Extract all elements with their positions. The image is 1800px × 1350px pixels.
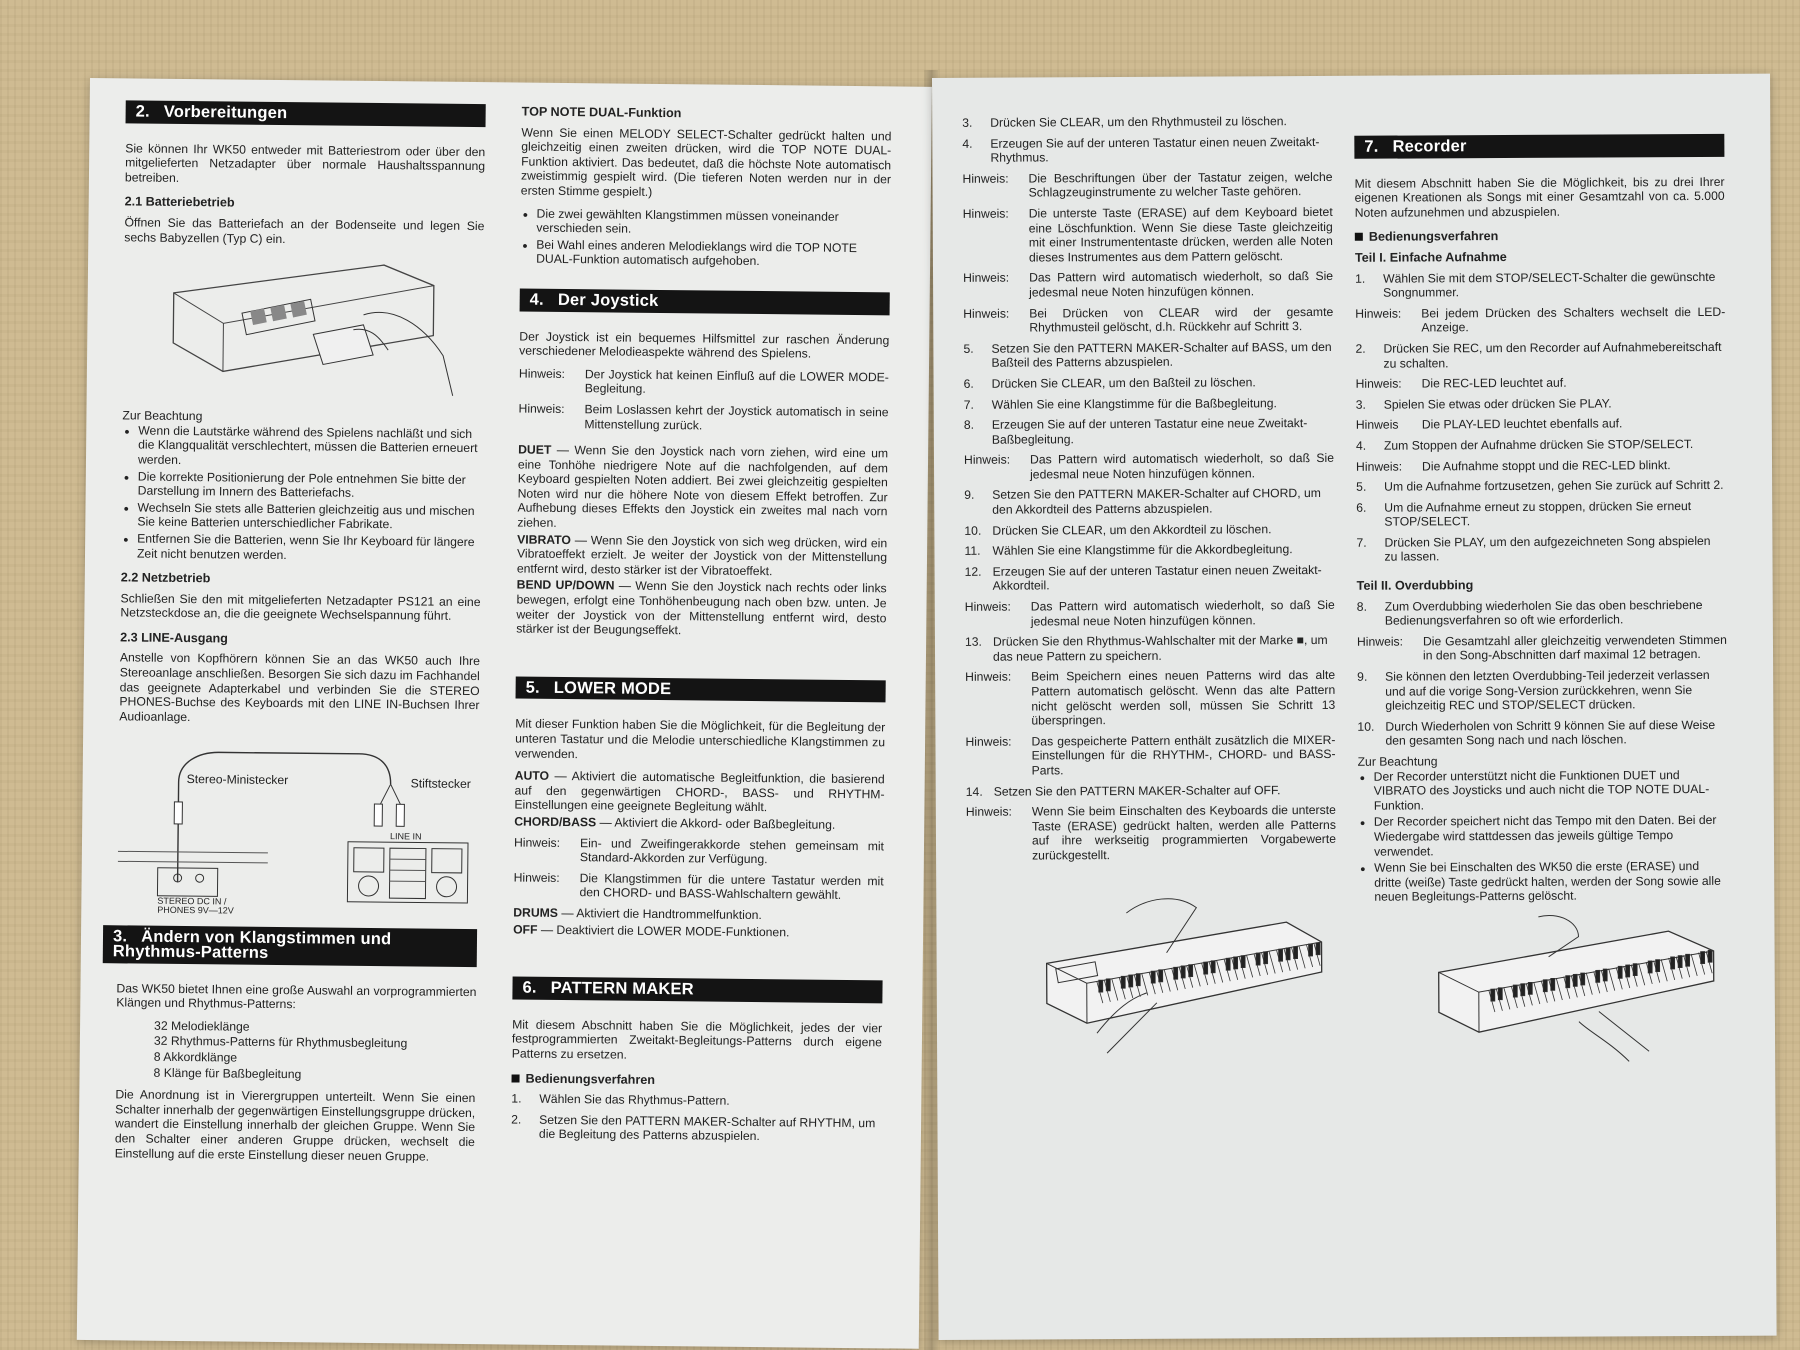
black-key <box>1708 950 1712 962</box>
list-item: ● Bei Wahl eines anderen Melodieklangs wird die TOP NOTE DUAL-Funktion automatisch aufgehoben. <box>536 237 890 270</box>
section-2-2-text: Schließen Sie den mit mitgelieferten Netzadapter PS121 an eine Netzsteckdose an, die die geeignete Wechselspannung führt. <box>120 591 481 624</box>
black-key <box>1174 967 1178 979</box>
chord-bass-definition: CHORD/BASS — Aktiviert die Akkord- oder Baßbegleitung. <box>514 814 836 832</box>
procedure-step: 7. Drücken Sie PLAY, um den aufgezeichneten Song abspielen zu lassen. <box>1356 533 1711 565</box>
procedure-step: 5. Um die Aufnahme fortzusetzen, gehen Sie zurück auf Schritt 2. <box>1356 477 1724 494</box>
section-2-3-text: Anstelle von Kopfhörern können Sie an das WK50 auch Ihre Stereoanlage anschließen. Besorgen Sie sich dazu im Fachhandel das geeignete Adapterkabel und verbinden Sie die STEREO PHONES-Buchse des Keyboards mit den LINE IN-Buchsen Ihrer Audioanlage. <box>119 650 480 724</box>
top-note-notes <box>520 206 891 270</box>
hint: Hinweis: Die Gesamtzahl aller gleichzeitig verwendeten Stimmen in den Song-Abschnitten darf maximal 12 betragen. <box>1356 632 1727 663</box>
recorder-steps-part-1 <box>1355 269 1727 564</box>
stiftstecker-label: Stiftstecker <box>410 776 471 792</box>
section-2-1-text: Öffnen Sie das Batteriefach an der Bodenseite und legen Sie sechs Babyzellen (Typ C) ein. <box>124 215 485 246</box>
zur-beachtung-label: Zur Beachtung <box>1357 754 1438 769</box>
pattern-maker-steps <box>962 114 1336 863</box>
black-key <box>1686 954 1690 966</box>
line-in-label: LINE IN <box>390 831 422 842</box>
black-key <box>1551 978 1555 990</box>
left-column-2 <box>511 105 892 1152</box>
black-key <box>1136 973 1140 985</box>
recorder-notes-list <box>1358 767 1729 904</box>
auto-definition: AUTO — Aktiviert die automatische Begleitfunktion, die basierend auf den gegenwärtigen CHORD-, BASS- und RHYTHM-Einstellungen eine geeignete Begleitung wählt. <box>514 768 885 815</box>
stereo-ministecker-label: Stereo-Ministecker <box>186 772 289 788</box>
hint: Hinweis: Bei jedem Drücken des Schalters wechselt die LED-Anzeige. <box>1355 304 1726 335</box>
hint: Hinweis: Die Beschriftungen über der Tastatur zeigen, welche Schlagzeuginstrumente zu welcher Taste gehören. <box>962 169 1333 200</box>
hint: Hinweis: Beim Speichern eines neuen Patterns wird das alte Pattern automatisch gelöscht. Wenn das alte Pattern nicht gelöscht werden soll, müssen Sie Schritt 13 überspringen. <box>965 668 1336 728</box>
procedure-step: 2. Setzen Sie den PATTERN MAKER-Schalter auf RHYTHM, um die Begleitung des Patterns abzuspielen. <box>511 1112 876 1144</box>
list-item: ● Wenn Sie bei Einschalten des WK50 die erste (ERASE) und dritte (weiße) Taste gedrückt halten, werden der Song sowie alle neuen Begleitungs-Patterns gelöscht. <box>1374 859 1728 905</box>
lower-mode-functions-2 <box>513 905 883 940</box>
list-item: 32 Melodieklänge <box>154 1018 250 1034</box>
black-key <box>1151 971 1155 983</box>
duet-definition: DUET — Wenn Sie den Joystick nach vorn ziehen, wird eine um eine Tonhöhe niedrigere Note auf die nachfolgenden, auf dem Keyboard gespielten Noten addiert. Bei zwei gleichzeitig gespielten Noten wird nur die höhere Note von diesem Effekt betroffen. Zur Aufhebung dieses Effekts den Joystick ein zweites mal nach vorn ziehen. <box>517 442 889 530</box>
black-key <box>1106 978 1110 990</box>
part-2-title: Teil II. Overdubbing <box>1356 578 1474 593</box>
procedure-step: 8. Erzeugen Sie auf der unteren Tastatur eine neue Zweitakt-Baßbegleitung. <box>963 416 1308 447</box>
black-key <box>1521 984 1525 996</box>
section-5-heading: 5. LOWER MODE <box>516 676 886 702</box>
procedure-heading: Bedienungsverfahren <box>1355 228 1725 245</box>
black-key <box>1316 942 1320 954</box>
battery-notes-list <box>121 423 482 564</box>
list-item: 8 Akkordklänge <box>153 1049 238 1065</box>
black-key <box>1159 969 1163 981</box>
list-item: ● Wenn die Lautstärke während des Spielens nachläßt und sich die Klangqualität verschlechtert, müssen die Batterien erneuert werden. <box>138 423 482 470</box>
hint: Hinweis: Bei Drücken von CLEAR wird der gesamte Rhythmusteil gelöscht, d.h. Rückkehr auf Schritt 3. <box>963 304 1334 335</box>
bend-definition: BEND UP/DOWN — Wenn Sie den Joystick nach rechts oder links bewegen, erfolgt eine Tonhöhenbeugung nach oben bzw. unten. Je weiter der Joystick von der Mittenstellung entfernt wird, desto stärker ist der Beugungseffekt. <box>516 577 887 638</box>
list-item: ● Entfernen Sie die Batterien, wenn Sie Ihr Keyboard für längere Zeit nicht benutzen werden. <box>137 531 481 564</box>
section-7-intro: Mit diesem Abschnitt haben Sie die Möglichkeit, bis zu drei Ihrer eigenen Kreationen als Songs mit einer Gesamtzahl von ca. 5.000 Noten aufzunehmen und abzuspielen. <box>1354 174 1725 220</box>
procedure-step: 10. Drücken Sie CLEAR, um den Akkordteil zu löschen. <box>964 521 1272 538</box>
black-key <box>1264 951 1268 963</box>
black-key <box>1626 965 1630 977</box>
black-key <box>1129 974 1133 986</box>
black-key <box>1234 956 1238 968</box>
list-item: ● Der Recorder unterstützt nicht die Funktionen DUET und VIBRATO des Joysticks und auch nicht die TOP NOTE DUAL-Funktion. <box>1374 767 1728 813</box>
drums-definition: DRUMS — Aktiviert die Handtrommelfunktion. <box>513 905 762 923</box>
list-item: ● Die korrekte Positionierung der Pole entnehmen Sie bitte der Darstellung im Innern des Batteriefachs. <box>138 469 482 502</box>
section-7-heading: 7. Recorder <box>1354 134 1724 159</box>
section-2-2-title: 2.2 Netzbetrieb <box>120 570 211 586</box>
black-key <box>1498 988 1502 1000</box>
section-6-intro: Mit diesem Abschnitt haben Sie die Möglichkeit, jedes der vier festprogrammierten Zweitakt-Begleitungs-Patterns durch eigene Patterns zu ersetzen. <box>511 1017 883 1062</box>
black-key <box>1211 960 1215 972</box>
black-key <box>1701 952 1705 964</box>
procedure-step: 10. Durch Wiederholen von Schritt 9 können Sie auf diese Weise den gesamten Song nach und nach löschen. <box>1357 717 1716 749</box>
line-out-figure <box>117 732 479 916</box>
procedure-step: 3. Drücken Sie CLEAR, um den Rhythmusteil zu löschen. <box>962 114 1287 130</box>
procedure-step: 1. Wählen Sie das Rhythmus-Pattern. <box>511 1091 730 1108</box>
black-key <box>1543 980 1547 992</box>
sound-list <box>154 1019 477 1084</box>
black-key <box>1286 947 1290 959</box>
top-note-dual-title: TOP NOTE DUAL-Funktion <box>521 104 682 121</box>
procedure-step: 1. Wählen Sie mit dem STOP/SELECT-Schalter die gewünschte Songnummer. <box>1355 269 1716 300</box>
section-3-text: Die Anordnung ist in Vierergruppen unterteilt. Wenn Sie einen Schalter innerhalb der gegenwärtigen Einstellungsgruppe drücken, wandert die Einstellung innerhalb der gleichen Gruppe. Wenn Sie den Schalter einer anderen Gruppe drücken, wechselt die Einstellung auf die erste Einstellung dieser neuen Gruppe. <box>114 1087 476 1164</box>
keyboard-recorder-figure <box>1428 911 1729 1076</box>
list-item: ● Wechseln Sie stets alle Batterien gleichzeitig aus und mischen Sie keine Batterien unterschiedlicher Fabrikate. <box>137 500 481 533</box>
hint: Hinweis: Der Joystick hat keinen Einfluß auf die LOWER MODE-Begleitung. <box>518 366 889 397</box>
hint: Hinweis: Die Klangstimmen für die untere Tastatur werden mit den CHORD- und BASS-Wahlschaltern gewählt. <box>513 870 884 903</box>
section-5-intro: Mit dieser Funktion haben Sie die Möglichkeit, für die Begleitung der unteren Tastatur und die Melodie unterschiedliche Klangstimmen zu verwenden. <box>514 716 886 761</box>
hint: Hinweis: Die unterste Taste (ERASE) auf dem Keyboard bietet eine Löschfunktion. Wenn Sie diese Taste gleichzeitig mit einer Instrumententaste drücken, werden alle Noten dieses Instrumentes aus dem Pattern gelöscht. <box>962 204 1333 265</box>
black-key <box>1491 989 1495 1001</box>
hint: Hinweis Die PLAY-LED leuchtet ebenfalls auf. <box>1355 416 1623 433</box>
section-6-heading: 6. PATTERN MAKER <box>512 977 882 1003</box>
section-2-heading: 2. Vorbereitungen <box>126 100 486 126</box>
top-note-dual-text: Wenn Sie einen MELODY SELECT-Schalter gedrückt halten und gleichzeitig einen zweiten drücken, wird die TOP NOTE DUAL-Funktion aktiviert. Das bedeutet, daß die höchste Note automatisch zweistimmig gespielt wird. (Die tieferen Noten werden nur in der ersten Stimme gespielt.) <box>520 125 892 199</box>
black-key <box>1566 976 1570 988</box>
procedure-step: 6. Drücken Sie CLEAR, um den Baßteil zu löschen. <box>963 375 1256 391</box>
black-key <box>1121 976 1125 988</box>
black-key <box>1099 980 1103 992</box>
section-4-intro: Der Joystick ist ein bequemes Hilfsmittel zur raschen Änderung verschiedener Melodieaspekte während des Spielens. <box>519 329 890 361</box>
section-2-3-title: 2.3 LINE-Ausgang <box>120 630 228 646</box>
black-key <box>1279 949 1283 961</box>
black-key <box>1528 982 1532 994</box>
lower-mode-functions <box>514 769 885 833</box>
black-key <box>1189 964 1193 976</box>
list-item: 8 Klänge für Baßbegleitung <box>153 1065 302 1081</box>
square-bullet-icon <box>1355 233 1363 241</box>
black-key <box>1241 955 1245 967</box>
black-key <box>1513 985 1517 997</box>
hint: Hinweis: Ein- und Zweifingerakkorde stehen gemeinsam mit Standard-Akkorden zur Verfügung. <box>513 835 885 867</box>
black-key <box>1633 964 1637 976</box>
hint: Hinweis: Das Pattern wird automatisch wiederholt, so daß Sie jedesmal neue Noten hinzufügen können. <box>963 451 1335 482</box>
right-page <box>932 74 1777 1340</box>
hint: Hinweis: Das Pattern wird automatisch wiederholt, so daß Sie jedesmal neue Noten hinzufügen können. <box>963 269 1334 300</box>
black-key <box>1204 962 1208 974</box>
left-page <box>77 78 932 1349</box>
hint: Hinweis: Die Aufnahme stoppt und die REC-LED blinkt. <box>1356 457 1671 474</box>
procedure-heading: Bedienungsverfahren <box>511 1071 881 1089</box>
black-key <box>1596 970 1600 982</box>
left-column-1 <box>112 100 486 1172</box>
black-key <box>1581 973 1585 985</box>
keyboard-erase-figure <box>1036 891 1337 1066</box>
black-key <box>1656 960 1660 972</box>
procedure-step: 8. Zum Overdubbing wiederholen Sie das oben beschriebene Bedienungsverfahren so oft wie erforderlich. <box>1356 597 1703 628</box>
right-column-1 <box>962 114 1337 1067</box>
recorder-steps-part-2 <box>1357 598 1728 749</box>
procedure-step: 11. Wählen Sie eine Klangstimme für die Akkordbegleitung. <box>964 542 1293 559</box>
hint: Hinweis: Das gespeicherte Pattern enthält zusätzlich die MIXER-Einstellungen für die RHYTHM-, CHORD- und BASS-Parts. <box>965 732 1336 778</box>
black-key <box>1618 966 1622 978</box>
phones-jack-label: STEREO DC IN / PHONES 9V—12V <box>157 896 234 916</box>
procedure-step: 5. Setzen Sie den PATTERN MAKER-Schalter auf BASS, um den Baßteil des Patterns abzuspielen. <box>963 339 1332 371</box>
procedure-step: 2. Drücken Sie REC, um den Recorder auf Aufnahmebereitschaft zu schalten. <box>1355 339 1722 371</box>
procedure-step: 6. Um die Aufnahme erneut zu stoppen, drücken Sie erneut STOP/SELECT. <box>1356 498 1692 529</box>
black-key <box>1256 953 1260 965</box>
procedure-step: 12. Erzeugen Sie auf der unteren Tastatur einen neuen Zweitakt-Akkordteil. <box>964 562 1322 594</box>
procedure-step: 13. Drücken Sie den Rhythmus-Wahlschalter mit der Marke ■, um das neue Pattern zu speichern. <box>964 633 1328 664</box>
right-column-2 <box>1354 134 1729 1076</box>
procedure-step: 14. Setzen Sie den PATTERN MAKER-Schalter auf OFF. <box>965 782 1281 799</box>
section-2-intro: Sie können Ihr WK50 entweder mit Batteriestrom oder über den mitgelieferten Netzadapter über normale Haushaltsspannung betreiben. <box>124 140 486 185</box>
square-bullet-icon <box>512 1074 520 1082</box>
black-key <box>1226 958 1230 970</box>
hint: Hinweis: Wenn Sie beim Einschalten des Keyboards die unterste Taste (ERASE) gedrückt halten, werden alle Patterns auf ihre werkseitig programmierten Vorgabewerte zurückgestellt. <box>965 803 1337 863</box>
black-key <box>1309 944 1313 956</box>
procedure-step: 4. Zum Stoppen der Aufnahme drücken Sie STOP/SELECT. <box>1355 436 1694 453</box>
zur-beachtung-label: Zur Beachtung <box>122 408 203 424</box>
joystick-functions <box>516 443 888 641</box>
procedure-step: 9. Setzen Sie den PATTERN MAKER-Schalter auf CHORD, um den Akkordteil des Patterns abzuspielen. <box>964 486 1321 517</box>
black-key <box>1181 965 1185 977</box>
section-2-1-title: 2.1 Batteriebetrieb <box>124 194 235 210</box>
black-key <box>1678 956 1682 968</box>
procedure-step: 3. Spielen Sie etwas oder drücken Sie PLAY. <box>1355 396 1612 412</box>
black-key <box>1671 957 1675 969</box>
list-item: ● Die zwei gewählten Klangstimmen müssen voneinander verschieden sein. <box>536 206 890 239</box>
hint: Hinweis: Das Pattern wird automatisch wiederholt, so daß Sie jedesmal neue Noten hinzufügen können. <box>964 597 1335 629</box>
off-definition: OFF — Deaktiviert die LOWER MODE-Funktionen. <box>513 922 790 939</box>
black-key <box>1573 974 1577 986</box>
black-key <box>1603 969 1607 981</box>
section-3-heading: 3. Ändern von Klangstimmen und Rhythmus-Patterns <box>103 926 477 967</box>
hint: Hinweis: Die REC-LED leuchtet auf. <box>1355 375 1567 391</box>
vibrato-definition: VIBRATO — Wenn Sie den Joystick von sich weg drücken, wird ein Vibratoeffekt erzielt. Je weiter der Joystick von der Mittenstellung entfernt wird, desto stärker ist der Vibratoeffekt. <box>516 532 888 579</box>
procedure-step: 9. Sie können den letzten Overdubbing-Teil jederzeit verlassen und auf die vorige Song-Version zurückkehren, wenn Sie gleichzeitig REC und STOP/SELECT drücken. <box>1357 667 1710 713</box>
list-item: 32 Rhythmus-Patterns für Rhythmusbegleitung <box>153 1034 408 1051</box>
black-key <box>1648 961 1652 973</box>
hint: Hinweis: Beim Loslassen kehrt der Joystick automatisch in seine Mittenstellung zurück. <box>518 401 889 432</box>
list-item: ● Der Recorder speichert nicht das Tempo mit den Daten. Bei der Wiedergabe wird stattdessen das jeweils gültige Tempo verwendet. <box>1374 813 1728 859</box>
battery-figure <box>163 253 485 406</box>
procedure-step: 4. Erzeugen Sie auf der unteren Tastatur einen neuen Zweitakt-Rhythmus. <box>962 134 1320 165</box>
procedure-step: 7. Wählen Sie eine Klangstimme für die Baßbegleitung. <box>963 395 1277 412</box>
part-1-title: Teil I. Einfache Aufnahme <box>1354 249 1507 265</box>
section-4-heading: 4. Der Joystick <box>520 288 890 314</box>
section-3-intro: Das WK50 bietet Ihnen eine große Auswahl an vorprogrammierten Klängen und Rhythmus-Patterns: <box>116 980 477 1012</box>
black-key <box>1294 946 1298 958</box>
